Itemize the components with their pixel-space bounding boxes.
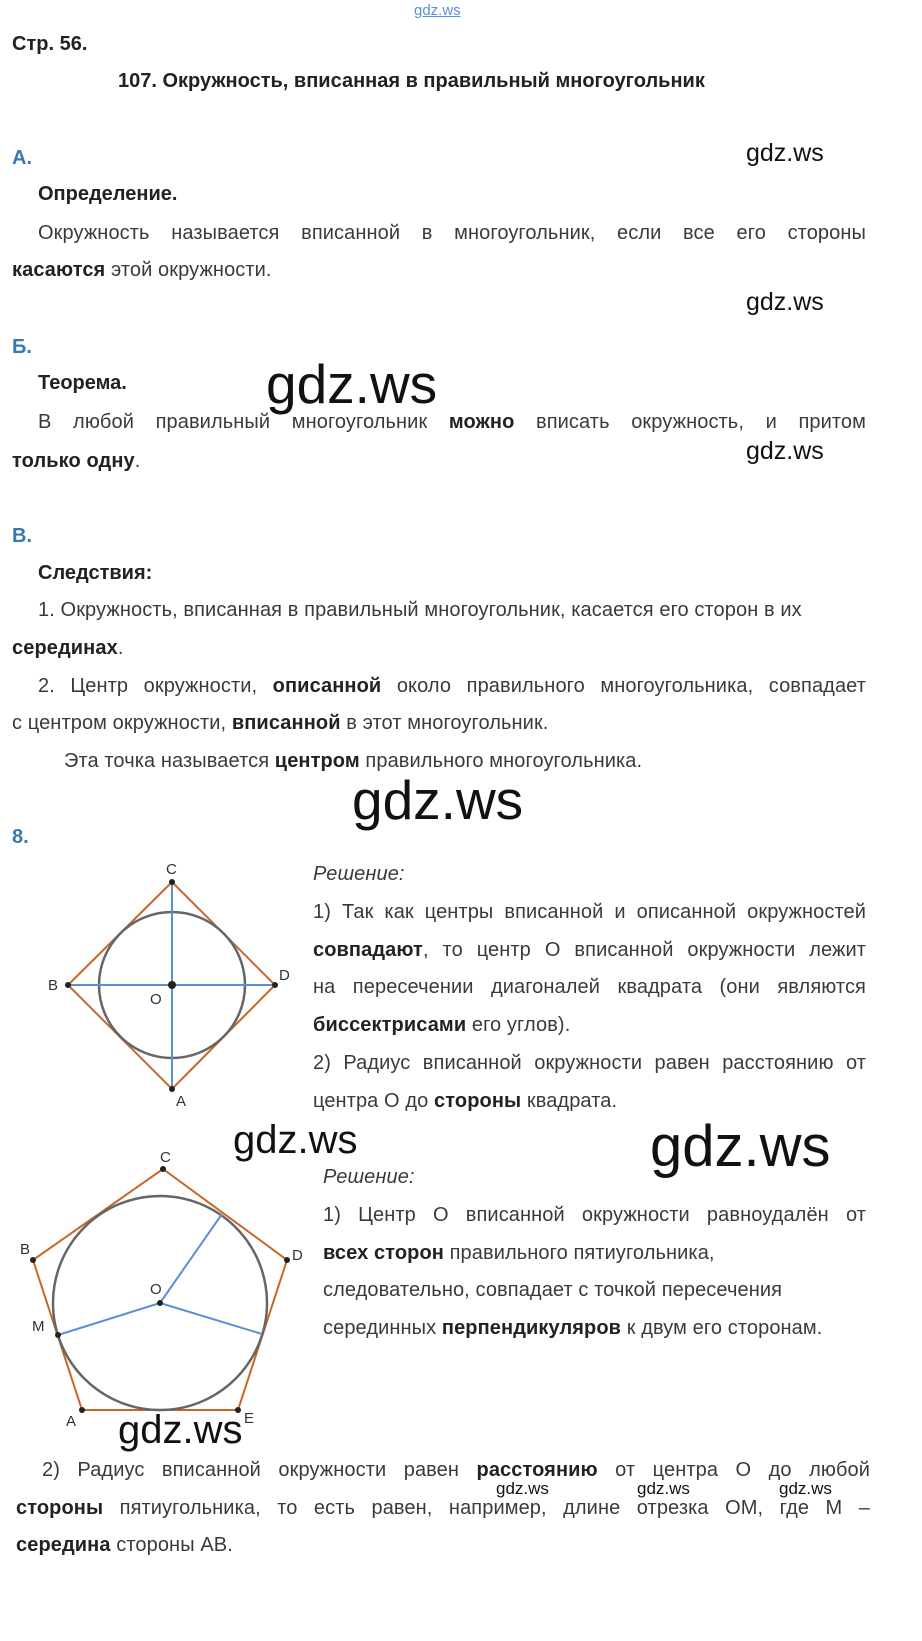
vertex-b <box>30 1257 36 1263</box>
label-o: O <box>150 1281 162 1298</box>
vertex-d <box>272 982 278 988</box>
section-a-heading: Определение. <box>38 183 178 205</box>
square-solution-line6: центра О до стороны квадрата. <box>313 1090 618 1112</box>
vertex-a <box>79 1407 85 1413</box>
corollary-note: Эта точка называется центром правильного многоугольника. <box>64 750 643 772</box>
page-title: 107. Окружность, вписанная в правильный многоугольник <box>118 70 705 92</box>
label-o: O <box>150 991 162 1008</box>
center-o <box>168 981 176 989</box>
square-solution-line3: на пересечении диагоналей квадрата (они являются <box>313 976 866 998</box>
corollary-2-line1: 2. Центр окружности, описанной около правильного многоугольника, совпадает <box>38 675 866 697</box>
label-a: A <box>66 1413 77 1430</box>
solution-label: Решение: <box>313 863 405 885</box>
section-a-letter: А. <box>12 147 32 169</box>
square-solution-line4: биссектрисами его углов). <box>313 1014 571 1036</box>
square-solution-line1: 1) Так как центры вписанной и описанной окружностей <box>313 901 866 923</box>
square-solution-line5: 2) Радиус вписанной окружности равен расстоянию от <box>313 1052 866 1074</box>
pentagon-solution-line4: серединных перпендикуляров к двум его сторонам. <box>323 1317 823 1339</box>
watermark-top: gdz.ws <box>414 2 461 19</box>
corollary-1-line2: серединах. <box>12 637 124 659</box>
square-diagram <box>0 850 300 1110</box>
center-o <box>157 1300 163 1306</box>
section-c-letter: В. <box>12 525 32 547</box>
label-c: C <box>160 1149 171 1166</box>
watermark: gdz.ws <box>650 1114 831 1179</box>
vertex-c <box>169 879 175 885</box>
corollary-2-line2: с центром окружности, вписанной в этот многоугольник. <box>12 712 549 734</box>
watermark: gdz.ws <box>746 288 824 316</box>
pentagon-diagram <box>0 1140 320 1450</box>
label-m: M <box>32 1318 45 1335</box>
square-solution-line2: совпадают, то центр О вписанной окружности лежит <box>313 939 866 961</box>
pentagon-solution-line7: середина стороны AB. <box>16 1534 233 1556</box>
watermark: gdz.ws <box>496 1479 549 1498</box>
watermark: gdz.ws <box>746 139 824 167</box>
section-b-heading: Теорема. <box>38 372 127 394</box>
pentagon-solution-line2: всех сторон правильного пятиугольника, <box>323 1242 715 1264</box>
pentagon-solution-line3: следовательно, совпадает с точкой пересечения <box>323 1279 783 1301</box>
section-a-text-line1: Окружность называется вписанной в многоугольник, если все его стороны <box>38 222 866 244</box>
watermark: gdz.ws <box>233 1118 358 1162</box>
section-c-heading: Следствия: <box>38 562 153 584</box>
page-reference: Стр. 56. <box>12 33 88 55</box>
watermark: gdz.ws <box>266 353 438 415</box>
label-a: A <box>176 1093 187 1110</box>
label-b: B <box>48 977 59 994</box>
watermark: gdz.ws <box>352 769 524 831</box>
vertex-a <box>169 1086 175 1092</box>
section-b-letter: Б. <box>12 336 32 358</box>
task-number: 8. <box>12 826 29 848</box>
vertex-c <box>160 1166 166 1172</box>
section-a-text-line2: касаются этой окружности. <box>12 259 272 281</box>
watermark: gdz.ws <box>118 1408 243 1452</box>
section-b-text-line1: В любой правильный многоугольник можно вписать окружность, и притом <box>38 411 866 433</box>
watermark: gdz.ws <box>746 437 824 465</box>
vertex-d <box>284 1257 290 1263</box>
pentagon-solution-line1: 1) Центр О вписанной окружности равноудалён от <box>323 1204 866 1226</box>
label-d: D <box>279 967 290 984</box>
solution-label: Решение: <box>323 1166 415 1188</box>
pentagon-solution-line5: 2) Радиус вписанной окружности равен расстоянию от центра О до любой <box>42 1459 870 1481</box>
point-m <box>55 1332 61 1338</box>
segment-om <box>58 1303 160 1335</box>
bold-term: касаются <box>12 259 106 281</box>
label-d: D <box>292 1247 303 1264</box>
label-b: B <box>20 1241 31 1258</box>
corollary-1-line1: 1. Окружность, вписанная в правильный многоугольник, касается его сторон в их <box>38 599 802 621</box>
watermark: gdz.ws <box>637 1479 690 1498</box>
pentagon-solution-line6: стороны пятиугольника, то есть равен, например, длине отрезка OM, где M – <box>16 1497 870 1519</box>
radius-1 <box>160 1214 222 1303</box>
label-e: E <box>244 1410 255 1427</box>
section-b-text-line2: только одну. <box>12 450 141 472</box>
radius-2 <box>160 1303 262 1334</box>
watermark: gdz.ws <box>779 1479 832 1498</box>
vertex-b <box>65 982 71 988</box>
label-c: C <box>166 861 177 878</box>
